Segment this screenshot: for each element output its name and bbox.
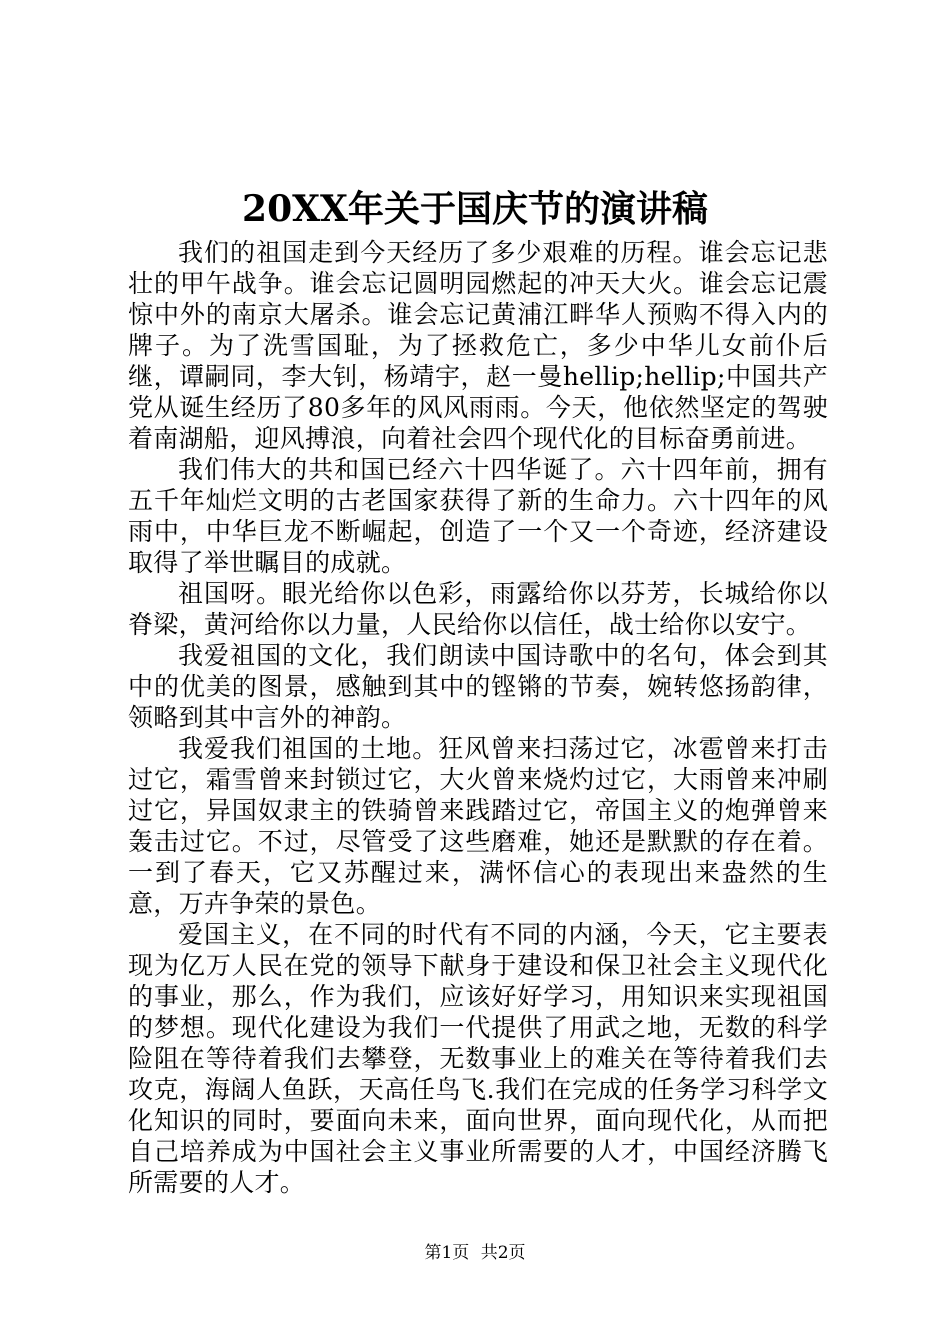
document-body	[128, 237, 828, 1198]
paragraph-2: 我们伟大的共和国已经六十四华诞了。六十四年前，拥有五千年灿烂文明的古老国家获得了新的生命力。六十四年的风雨中，中华巨龙不断崛起，创造了一个又一个奇迹，经济建设取得了举世瞩目的成就。	[128, 455, 828, 577]
paragraph-6: 爱国主义，在不同的时代有不同的内涵，今天，它主要表现为亿万人民在党的领导下献身于建设和保卫社会主义现代化的事业，那么，作为我们，应该好好学习，用知识来实现祖国的梦想。现代化建设为我们一代提供了用武之地，无数的科学险阻在等待着我们去攀登，无数事业上的难关在等待着我们去攻克，海阔人鱼跃，天高任鸟飞.我们在完成的任务学习科学文化知识的同时，要面向未来，面向世界，面向现代化，从而把自己培养成为中国社会主义事业所需要的人才，中国经济腾飞所需要的人才。	[128, 920, 828, 1197]
page-number: 第1页	[424, 1243, 470, 1263]
paragraph-4: 我爱祖国的文化，我们朗读中国诗歌中的名句，体会到其中的优美的图景，感触到其中的铿锵的节奏，婉转悠扬韵律，领略到其中言外的神韵。	[128, 641, 828, 732]
document-title: 20XX年关于国庆节的演讲稿	[242, 188, 708, 230]
page-total: 共2页	[480, 1243, 526, 1263]
paragraph-1: 我们的祖国走到今天经历了多少艰难的历程。谁会忘记悲壮的甲午战争。谁会忘记圆明园燃起的冲天大火。谁会忘记震惊中外的南京大屠杀。谁会忘记黄浦江畔华人预购不得入内的牌子。为了洗雪国耻，为了拯救危亡，多少中华儿女前仆后继，谭嗣同，李大钊，杨靖宇，赵一曼hellip;hellip;中国共产党从诞生经历了80多年的风风雨雨。今天，他依然坚定的驾驶着南湖船，迎风搏浪，向着社会四个现代化的目标奋勇前进。	[128, 238, 828, 453]
page-footer	[0, 1241, 950, 1265]
paragraph-3: 祖国呀。眼光给你以色彩，雨露给你以芬芳，长城给你以脊梁，黄河给你以力量，人民给你以信任，战士给你以安宁。	[128, 579, 828, 639]
paragraph-5: 我爱我们祖国的土地。狂风曾来扫荡过它，冰雹曾来打击过它，霜雪曾来封锁过它，大火曾来烧灼过它，大雨曾来冲刷过它，异国奴隶主的铁骑曾来践踏过它，帝国主义的炮弹曾来轰击过它。不过，尽管受了这些磨难，她还是默默的存在着。一到了春天，它又苏醒过来，满怀信心的表现出来盎然的生意，万卉争荣的景色。	[128, 734, 828, 918]
